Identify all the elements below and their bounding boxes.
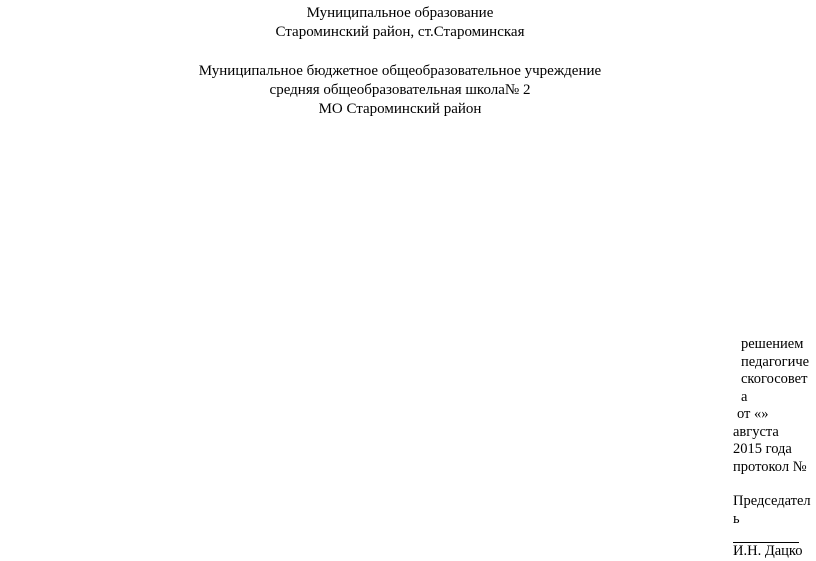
approval-line-2: педагогиче bbox=[741, 353, 810, 370]
approval-protocol: протокол № bbox=[733, 458, 807, 475]
approval-line-1: решением bbox=[741, 336, 804, 352]
municipality-line-2: Староминский район, ст.Староминская bbox=[275, 24, 525, 40]
institution-line-3: МО Староминский район bbox=[318, 101, 482, 117]
spacer bbox=[733, 476, 815, 493]
municipality-line-1: Муниципальное образование bbox=[306, 5, 494, 21]
approval-line-3: скогосовет bbox=[741, 371, 808, 387]
approval-date-line: от «» bbox=[737, 406, 769, 422]
municipality-header bbox=[0, 4, 800, 42]
institution-header bbox=[0, 62, 800, 119]
signature-line bbox=[733, 528, 799, 543]
signer-name: И.Н. Дацко bbox=[733, 543, 803, 559]
institution-line-2: средняя общеобразовательная школа№ 2 bbox=[269, 82, 531, 98]
chair-title-line-1: Председател bbox=[733, 493, 811, 509]
approval-month: августа bbox=[733, 423, 779, 440]
institution-line-1: Муниципальное бюджетное общеобразовательное учреждение bbox=[198, 63, 602, 79]
approval-year: 2015 года bbox=[733, 441, 792, 457]
approval-line-4: а bbox=[741, 388, 748, 405]
chair-title-line-2: ь bbox=[733, 510, 740, 527]
approval-block bbox=[733, 336, 815, 561]
